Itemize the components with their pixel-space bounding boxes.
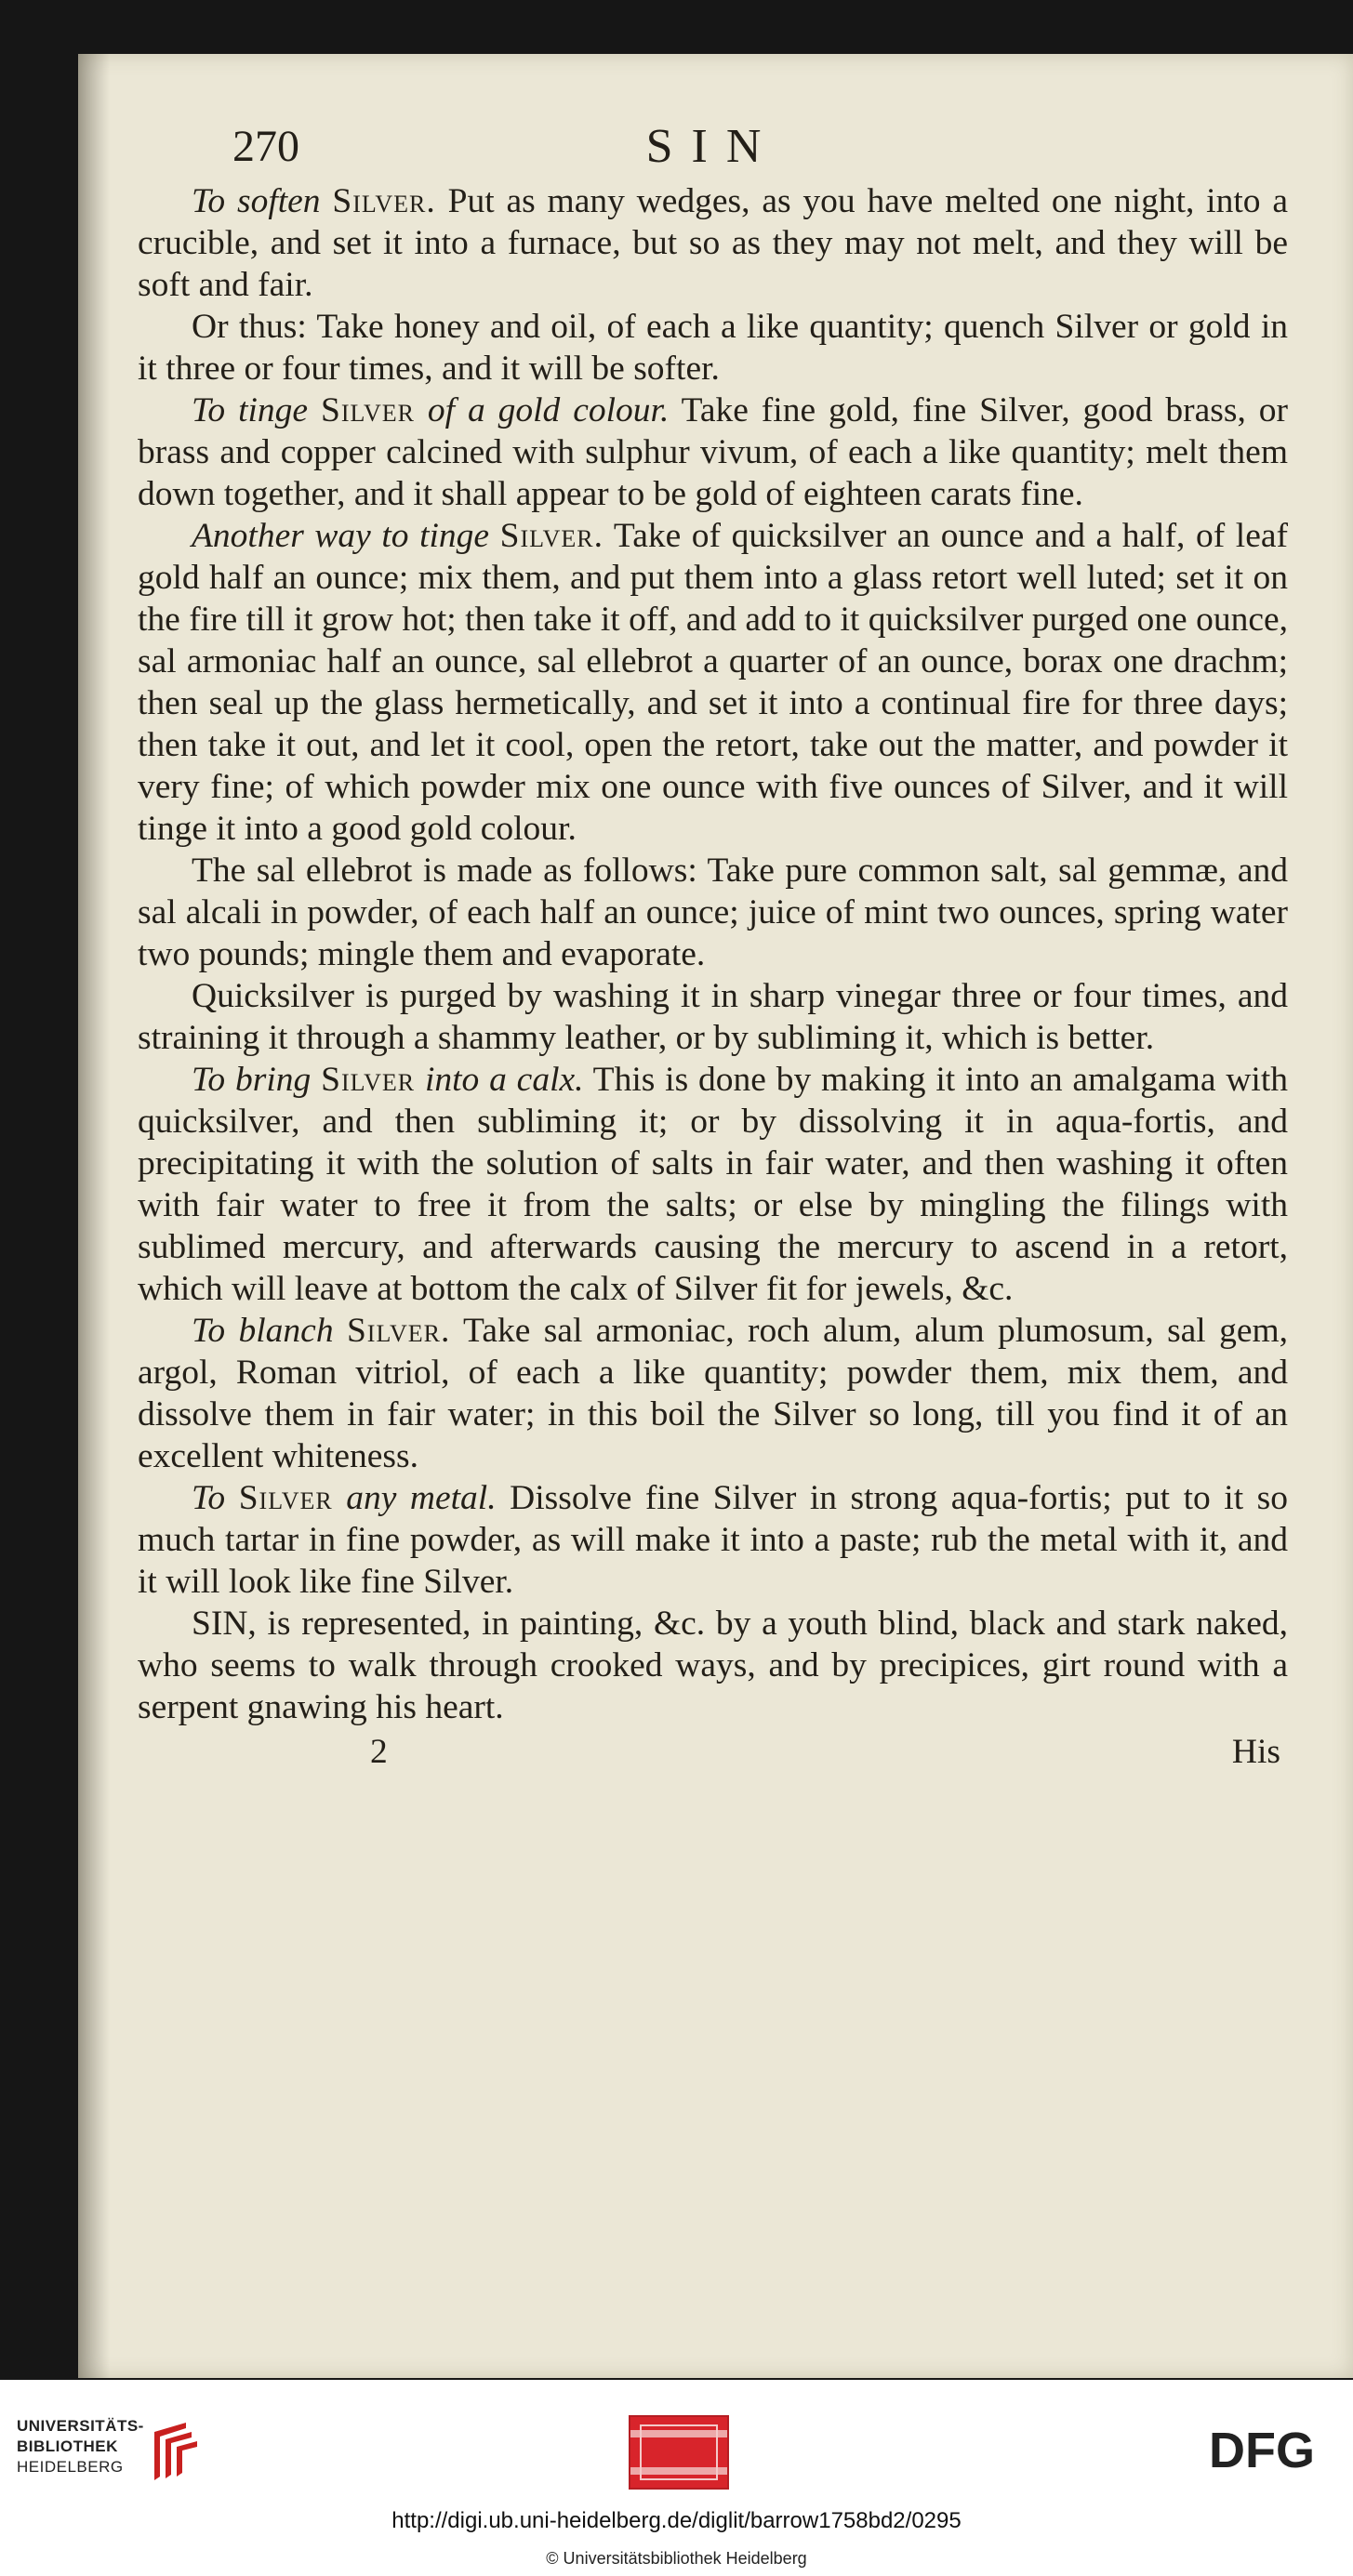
library-name-line1: UNIVERSITÄTS-: [17, 2417, 144, 2435]
paragraph-lead: To tinge: [192, 391, 309, 429]
paragraph-body: SIN, is represented, in painting, &c. by a youth blind, black and stark naked, who seems to walk through crooked ways, and by precipices, girt round with a serpent gnawing his heart.: [138, 1605, 1288, 1726]
dfg-logo-icon[interactable]: [1195, 2421, 1330, 2477]
paragraph-keyword: Silver: [321, 1061, 416, 1099]
paragraph-quicksilver: [138, 975, 1288, 1059]
running-head: SIN: [645, 120, 780, 173]
paragraph-keyword: Silver: [320, 391, 415, 429]
university-mark-icon: [139, 2421, 205, 2486]
signature-mark: 2: [370, 1733, 388, 1771]
paragraph-lead: To bring: [192, 1061, 312, 1099]
paragraph-keyword: Silver.: [499, 517, 604, 555]
catchword: His: [1231, 1733, 1280, 1771]
paragraph-lead: Another way to tinge: [192, 517, 490, 555]
paragraph-body: Or thus: Take honey and oil, of each a like quantity; quench Silver or gold in it three or four times, and it will be softer.: [138, 308, 1288, 388]
page-number: 270: [232, 122, 299, 171]
paragraph-lead-after: any metal.: [346, 1479, 497, 1517]
paragraph-lead-after: into a calx.: [424, 1061, 584, 1099]
gutter-shadow: [78, 54, 110, 2378]
dfg-logo-text: DFG: [1209, 2423, 1315, 2477]
paragraph-keyword: Silver.: [346, 1312, 451, 1350]
page-text: [138, 121, 1288, 1775]
paragraph-silver-any-metal: [138, 1477, 1288, 1603]
paragraph-blanch-silver: [138, 1310, 1288, 1477]
paragraph-keyword: Silver.: [332, 182, 436, 220]
paragraph-body: Quicksilver is purged by washing it in sharp vinegar three or four times, and straining it through a shammy leather, or by subliming it, which is better.: [138, 977, 1288, 1057]
paragraph-another-way: [138, 515, 1288, 850]
paragraph-lead-after: of a gold colour.: [427, 391, 670, 429]
paragraph-sin: [138, 1603, 1288, 1728]
paragraph-lead: To blanch: [192, 1312, 334, 1350]
page-header: [138, 121, 1288, 178]
paragraph-lead: To: [192, 1479, 226, 1517]
paragraph-body: This is done by making it into an amalgama with quicksilver, and then subliming it; or by dissolving it in aqua-fortis, and precipitating it with the solution of salts in fair water, and then washing it often with fair water to free it from the salts; or else by mingling the filings with sublimed mercury, and afterwards causing the mercury to ascend in a retort, which will leave at bottom the calx of Silver fit for jewels, &c.: [138, 1061, 1288, 1308]
paragraph-or-thus: [138, 306, 1288, 390]
copyright-notice: © Universitätsbibliothek Heidelberg: [546, 2549, 807, 2568]
paragraph-body: The sal ellebrot is made as follows: Take pure common salt, sal gemmæ, and sal alcali in powder, of each half an ounce; juice of mint two ounces, spring water two pounds; mingle them and evaporate.: [138, 852, 1288, 973]
library-name-line3: HEIDELBERG: [17, 2458, 124, 2476]
paragraph-body: Dissolve fine Silver in strong aqua-fortis; put to it so much tartar in fine powder, as will make it into a paste; rub the metal with it, and it will look like fine Silver.: [138, 1479, 1289, 1601]
paragraph-keyword: Silver: [238, 1479, 333, 1517]
page-foot: [138, 1728, 1288, 1775]
university-library-logo[interactable]: [17, 2415, 193, 2490]
paragraph-calx: [138, 1059, 1288, 1310]
paragraph-body: Take fine gold, fine Silver, good brass, or brass and copper calcined with sulphur vivum, of each a like quantity; melt them down together, and it shall appear to be gold of eighteen carats fine.: [138, 391, 1289, 513]
digital-collection-seal-icon[interactable]: [629, 2415, 729, 2490]
paragraph-sal-ellebrot: [138, 850, 1288, 975]
viewer-footer: [0, 2380, 1353, 2576]
paragraph-soften-silver: [138, 180, 1288, 306]
paragraph-body: Put as many wedges, as you have melted one night, into a crucible, and set it into a furnace, but so as they may not melt, and they will be soft and fair.: [138, 182, 1288, 304]
library-name-line2: BIBLIOTHEK: [17, 2437, 118, 2455]
paragraph-body: Take of quicksilver an ounce and a half, of leaf gold half an ounce; mix them, and put them into a glass retort well luted; set it on the fire till it grow hot; then take it off, and add to it quicksilver purged one ounce, sal armoniac half an ounce, sal ellebrot a quarter of an ounce, borax one drachm; then seal up the glass hermetically, and set it into a continual fire for three days; then take it out, and let it cool, open the retort, take out the matter, and powder it very fine; of which powder mix one ounce with five ounces of Silver, and it will tinge it into a good gold colour.: [138, 517, 1288, 848]
paragraph-tinge-silver: [138, 390, 1288, 515]
paragraph-body: Take sal armoniac, roch alum, alum plumosum, sal gem, argol, Roman vitriol, of each a like quantity; powder them, mix them, and dissolve them in fair water; in this boil the Silver so long, till you find it of an excellent whiteness.: [138, 1312, 1289, 1475]
permalink-url[interactable]: http://digi.ub.uni-heidelberg.de/diglit/barrow1758bd2/0295: [391, 2508, 962, 2533]
paragraph-lead: To soften: [192, 182, 321, 220]
seal-band-bottom: [630, 2467, 727, 2475]
